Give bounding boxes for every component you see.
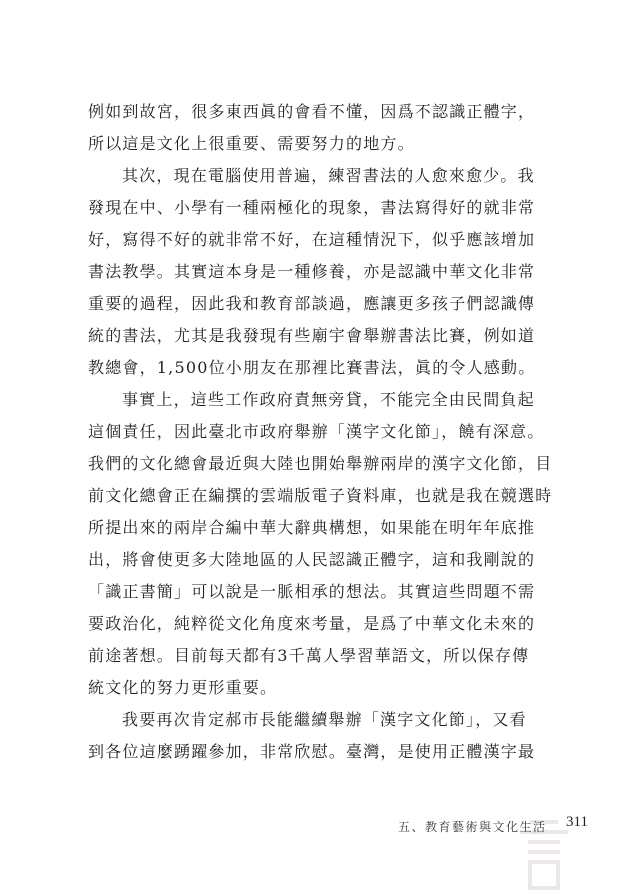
text-line: 要政治化，純粹從文化角度來考量，是爲了中華文化未來的 [88, 614, 536, 633]
paragraph [88, 704, 556, 768]
page-footer [398, 812, 608, 892]
text-line: 我們的文化總會最近與大陸也開始舉辦兩岸的漢字文化節，目 [88, 454, 553, 473]
text-line: 這個責任，因此臺北市政府舉辦「漢字文化節」，饒有深意。 [88, 422, 545, 441]
paragraph [88, 160, 556, 384]
text-line: 前文化總會正在編撰的雲端版電子資料庫，也就是我在競選時 [88, 486, 553, 505]
text-line: 重要的過程，因此我和教育部談過，應讓更多孩子們認識傳 [88, 294, 536, 313]
text-line: 我要再次肯定郝市長能繼續舉辦「漢字文化節」，又看 [122, 710, 527, 729]
section-title: 五、教育藝術與文化生活 [398, 820, 547, 834]
text-line: 統文化的努力更形重要。 [88, 678, 278, 697]
text-line: 書法教學。其實這本身是一種修養，亦是認識中華文化非常 [88, 262, 536, 281]
text-line: 統的書法，尤其是我發現有些廟宇會舉辦書法比賽，例如道 [88, 326, 536, 345]
text-line: 發現在中、小學有一種兩極化的現象，書法寫得好的就非常 [88, 198, 536, 217]
text-line: 教總會，1,500位小朋友在那裡比賽書法，眞的令人感動。 [88, 358, 536, 377]
text-line: 「識正書簡」可以說是一脈相承的想法。其實這些問題不需 [88, 582, 536, 601]
text-line: 好，寫得不好的就非常不好，在這種情況下，似乎應該增加 [88, 230, 536, 249]
text-line: 到各位這麼踴躍參加，非常欣慰。臺灣，是使用正體漢字最 [88, 742, 536, 761]
paragraph [88, 96, 556, 160]
text-line: 其次，現在電腦使用普遍，練習書法的人愈來愈少。我 [122, 166, 535, 185]
paragraph [88, 384, 556, 704]
body-text [88, 96, 556, 768]
text-line: 例如到故宮，很多東西眞的會看不懂，因爲不認識正體字， [88, 102, 536, 121]
text-line: 事實上，這些工作政府責無旁貸，不能完全由民間負起 [122, 390, 535, 409]
page-number: 311 [566, 814, 588, 830]
text-line: 所以這是文化上很重要、需要努力的地方。 [88, 134, 415, 153]
text-line: 所提出來的兩岸合編中華大辭典構想，如果能在明年年底推 [88, 518, 536, 537]
text-line: 出，將會使更多大陸地區的人民認識正體字，這和我剛說的 [88, 550, 536, 569]
text-line: 前途著想。目前每天都有3千萬人學習華語文，所以保存傳 [88, 646, 530, 665]
